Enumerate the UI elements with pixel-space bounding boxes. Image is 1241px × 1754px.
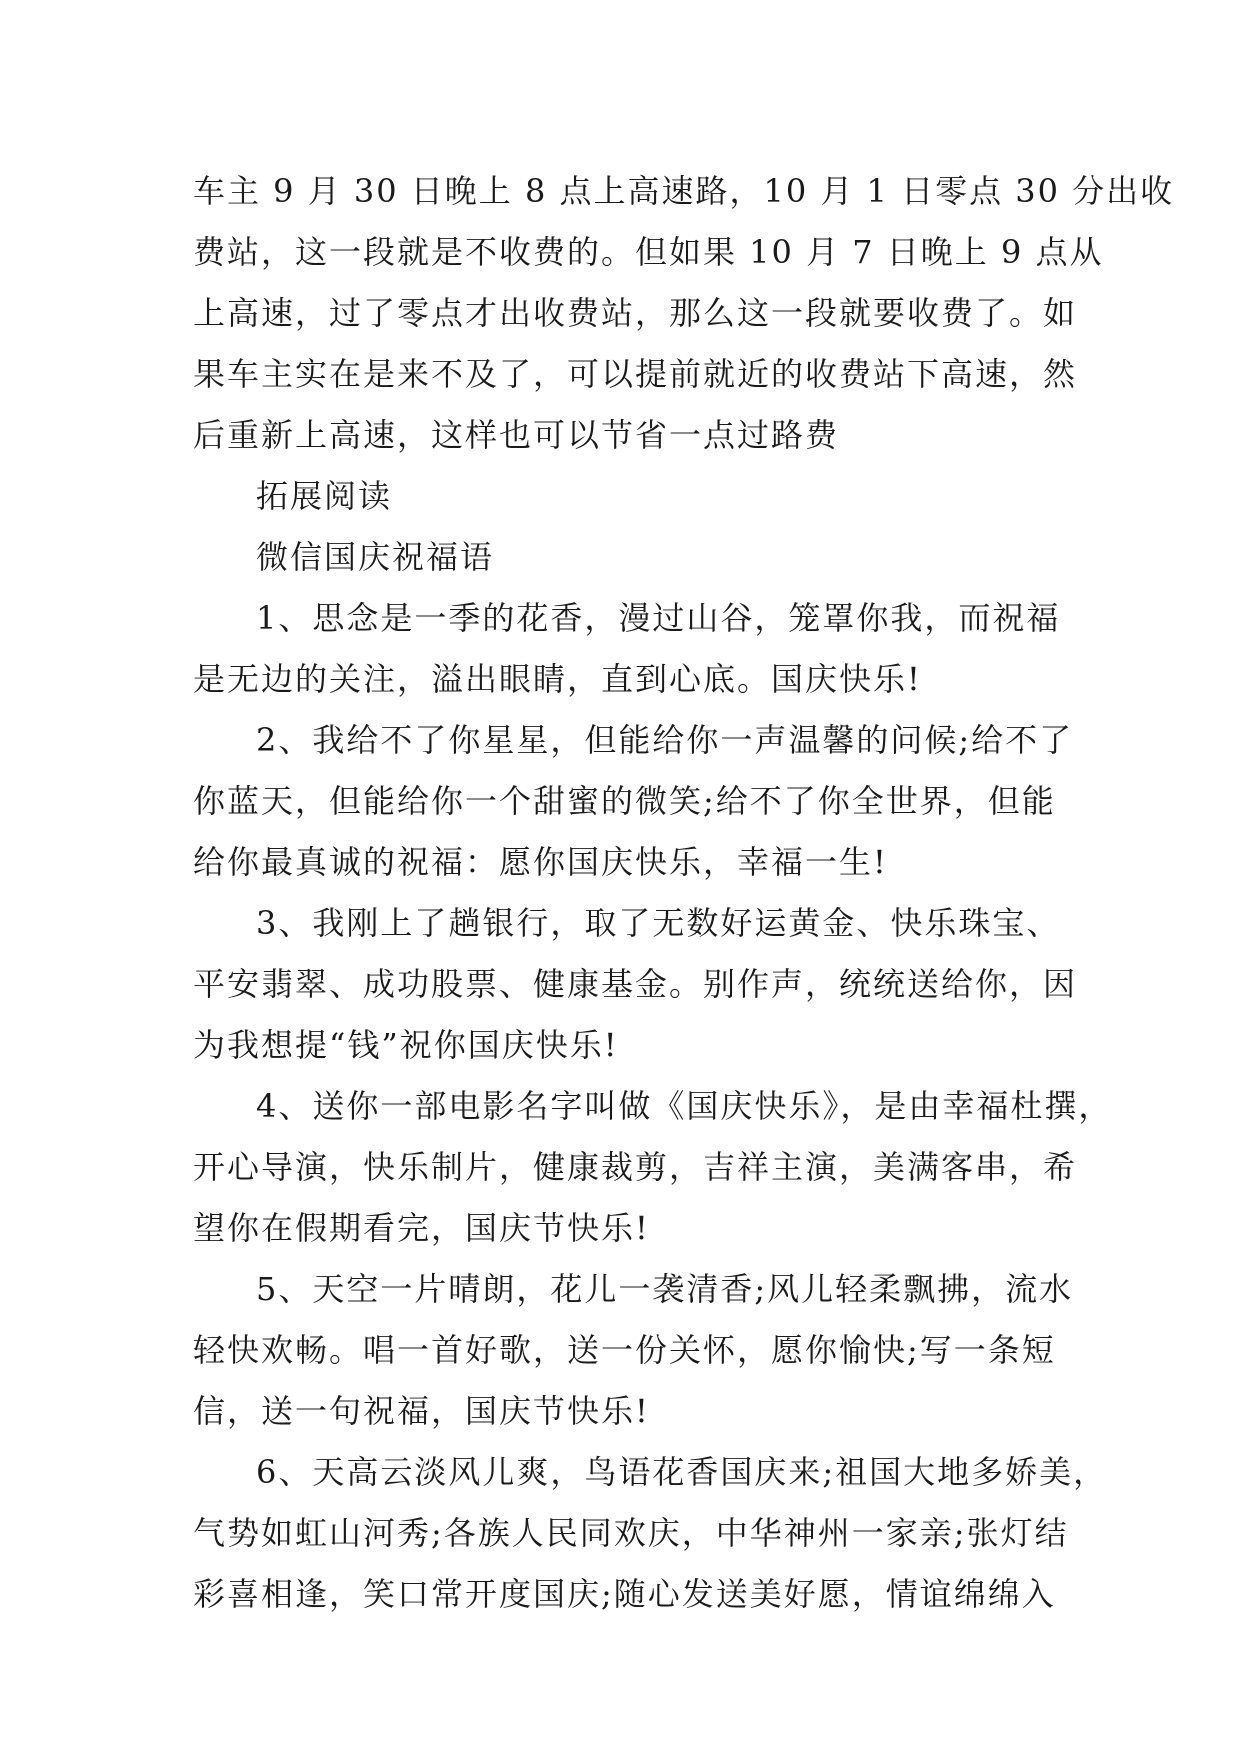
text-line: 车主 9 月 30 日晚上 8 点上高速路，10 月 1 日零点 30 分出收 bbox=[193, 172, 1175, 210]
list-item bbox=[193, 1442, 1108, 1625]
text-line: 费站，这一段就是不收费的。但如果 10 月 7 日晚上 9 点从 bbox=[193, 233, 1104, 271]
text-line: 6、天高云淡风儿爽，鸟语花香国庆来;祖国大地多娇美， bbox=[256, 1453, 1108, 1491]
text-line: 果车主实在是来不及了，可以提前就近的收费站下高速，然 bbox=[193, 355, 1078, 393]
text-line: 望你在假期看完，国庆节快乐! bbox=[193, 1209, 650, 1247]
text-line: 4、送你一部电影名字叫做《国庆快乐》，是由幸福杜撰， bbox=[256, 1087, 1113, 1125]
list-item bbox=[193, 1076, 1113, 1259]
text-line: 彩喜相逢，笑口常开度国庆;随心发送美好愿，情谊绵绵入 bbox=[193, 1575, 1056, 1613]
list-item bbox=[193, 588, 1061, 710]
text-line: 后重新上高速，这样也可以节省一点过路费 bbox=[193, 416, 840, 454]
list-item bbox=[193, 710, 1074, 893]
text-line: 给你最真诚的祝福：愿你国庆快乐，幸福一生! bbox=[193, 843, 888, 881]
text-line: 是无边的关注，溢出眼睛，直到心底。国庆快乐! bbox=[193, 660, 922, 698]
text-line: 平安翡翠、成功股票、健康基金。别作声，统统送给你，因 bbox=[193, 965, 1078, 1003]
text-line: 开心导演，快乐制片，健康裁剪，吉祥主演，美满客串，希 bbox=[193, 1148, 1078, 1186]
list-item bbox=[193, 893, 1078, 1076]
intro-paragraph bbox=[193, 161, 1175, 466]
text-line: 气势如虹山河秀;各族人民同欢庆，中华神州一家亲;张灯结 bbox=[193, 1514, 1069, 1552]
extended-reading-heading: 拓展阅读 bbox=[256, 477, 393, 515]
document-body bbox=[193, 161, 1175, 1625]
text-line: 3、我刚上了趟银行，取了无数好运黄金、快乐珠宝、 bbox=[256, 904, 1061, 942]
text-line: 2、我给不了你星星，但能给你一声温馨的问候;给不了 bbox=[256, 721, 1074, 759]
list-item bbox=[193, 1259, 1074, 1442]
text-line: 1、思念是一季的花香，漫过山谷，笼罩你我，而祝福 bbox=[256, 599, 1061, 637]
text-line: 轻快欢畅。唱一首好歌，送一份关怀，愿你愉快;写一条短 bbox=[193, 1331, 1056, 1369]
text-line: 你蓝天，但能给你一个甜蜜的微笑;给不了你全世界，但能 bbox=[193, 782, 1056, 820]
text-line: 信，送一句祝福，国庆节快乐! bbox=[193, 1392, 650, 1430]
text-line: 5、天空一片晴朗，花儿一袭清香;风儿轻柔飘拂，流水 bbox=[256, 1270, 1074, 1308]
section-title: 微信国庆祝福语 bbox=[256, 538, 495, 576]
text-line: 上高速，过了零点才出收费站，那么这一段就要收费了。如 bbox=[193, 294, 1078, 332]
text-line: 为我想提“钱”祝你国庆快乐! bbox=[193, 1026, 619, 1064]
